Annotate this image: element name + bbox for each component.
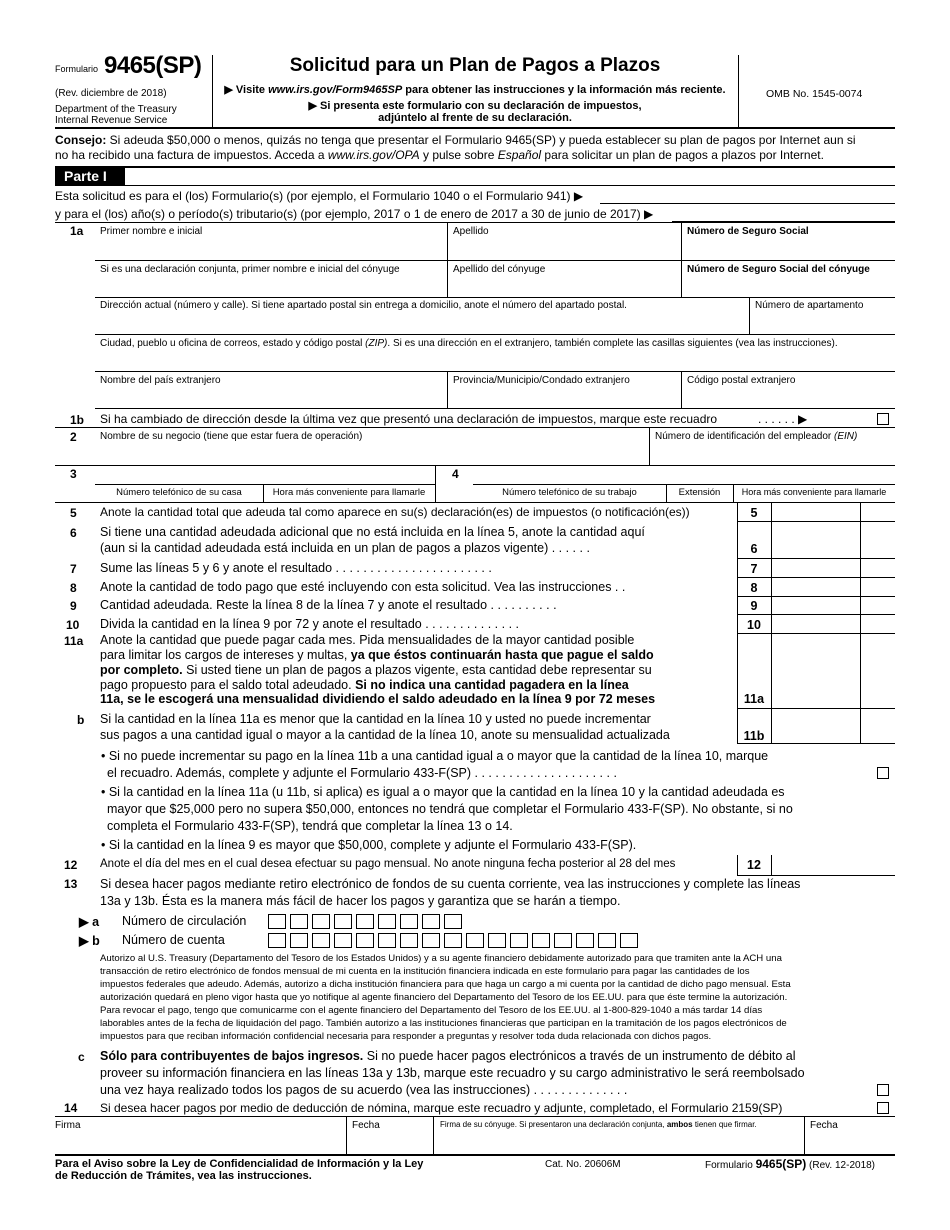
line-11a-number: 11a [64, 634, 84, 648]
work-phone-field[interactable]: Número telefónico de su trabajo [502, 487, 637, 498]
account-number-label: Número de cuenta [122, 933, 225, 947]
tip-line-1: Consejo: Si adeuda $50,000 o menos, quizás no tenga que presentar el Formulario 9465(SP) y pueda establecer su plan de pagos por Internet aun si [55, 133, 856, 147]
home-best-time-field[interactable]: Hora más conveniente para llamarle [272, 487, 426, 498]
line-6-text: Si tiene una cantidad adeudada adicional que no está incluida en la línea 5, anote la cantidad aquí [100, 525, 645, 539]
line-6-amount-field[interactable] [772, 522, 894, 558]
line-13c-text-3: una vez haya realizado todos los pagos de su acuerdo (vea las instrucciones) . . . . . . . . . . . . . . [100, 1083, 628, 1097]
payroll-deduction-checkbox[interactable] [877, 1102, 889, 1114]
line-11b-number: b [77, 713, 85, 727]
line-11a-text-3: por completo. Si usted tiene un plan de pagos a plazos vigente, esta cantidad debe representar su [100, 663, 652, 677]
line-13-number: 13 [64, 877, 78, 891]
line-2-number: 2 [70, 430, 77, 444]
line-12-text: Anote el día del mes en el cual desea efectuar su pago mensual. No anote ninguna fecha posterior al 28 del mes [100, 858, 676, 870]
ssn-field[interactable]: Número de Seguro Social [687, 226, 809, 237]
line-5-number: 5 [70, 506, 77, 520]
line-8-number: 8 [70, 581, 77, 595]
line-9-box-label: 9 [750, 599, 758, 613]
tip-line-2: no ha recibido una factura de impuestos. Acceda a www.irs.gov/OPA y pulse sobre Español para solicitar un plan de pagos a plazos por Internet. [55, 148, 824, 162]
privacy-notice-1: Para el Aviso sobre la Ley de Confidencialidad de Información y la Ley [55, 1158, 424, 1170]
line-13-text-2: 13a y 13b. Ésta es la manera más fácil de hacer los pagos y garantiza que se harán a tiempo. [100, 894, 621, 908]
line-5-amount-field[interactable] [772, 503, 894, 521]
line-11b-amount-field[interactable] [772, 709, 894, 743]
request-forms-label: Esta solicitud es para el (los) Formulario(s) (por ejemplo, el Formulario 1040 o el Formulario 941) ▶ [55, 189, 584, 203]
signature-date-field[interactable]: Fecha [352, 1120, 380, 1131]
routing-number-label: Número de circulación [122, 914, 247, 928]
line-6-number: 6 [70, 526, 77, 540]
signature-field[interactable]: Firma [55, 1120, 81, 1131]
line-4-number: 4 [452, 467, 459, 481]
spouse-first-name-field[interactable]: Si es una declaración conjunta, primer nombre e inicial del cónyuge [100, 264, 400, 275]
low-income-checkbox[interactable] [877, 1084, 889, 1096]
privacy-notice-2: de Reducción de Trámites, vea las instrucciones. [55, 1170, 312, 1182]
line-13a-label: ▶ a [79, 915, 100, 929]
line-8-text: Anote la cantidad de todo pago que esté incluyendo con esta solicitud. Vea las instrucciones . . [100, 580, 626, 594]
line-1a-number: 1a [70, 224, 84, 238]
bullet-1-line-1: • Si no puede incrementar su pago en la línea 11b a una cantidad igual a o mayor que la cantidad de la línea 10, marque [101, 749, 769, 763]
footer-form-id: Formulario 9465(SP) (Rev. 12-2018) [705, 1157, 876, 1171]
spouse-signature-field[interactable]: Firma de su cónyuge. Si presentaron una declaración conjunta, ambos tienen que firmar. [440, 1120, 757, 1129]
address-change-checkbox[interactable] [877, 413, 889, 425]
line-11a-text-4: pago propuesto para el saldo total adeudado. Si no indica una cantidad pagadera en la línea [100, 678, 629, 692]
extension-field[interactable]: Extensión [678, 487, 721, 498]
catalog-number: Cat. No. 20606M [545, 1159, 621, 1170]
line-10-amount-field[interactable] [772, 615, 894, 633]
line-10-number: 10 [66, 618, 80, 632]
line-5-text: Anote la cantidad total que adeuda tal como aparece en su(s) declaración(es) de impuestos (o notificación(es)) [100, 505, 690, 519]
business-name-field[interactable]: Nombre de su negocio (tiene que estar fuera de operación) [100, 431, 363, 442]
form-url-link[interactable]: www.irs.gov/Form9465SP [268, 84, 403, 96]
line-9-amount-field[interactable] [772, 597, 894, 614]
attach-note-2: adjúntelo al frente de su declaración. [378, 112, 572, 124]
first-name-field[interactable]: Primer nombre e inicial [100, 226, 203, 237]
line-12-number: 12 [64, 858, 78, 872]
line-14-number: 14 [64, 1101, 78, 1115]
apartment-field[interactable]: Número de apartamento [755, 300, 864, 311]
attach-note-1: ▶ Si presenta este formulario con su declaración de impuestos, [308, 100, 642, 112]
omb-number: OMB No. 1545-0074 [766, 88, 863, 100]
line-10-box-label: 10 [747, 618, 761, 632]
last-name-field[interactable]: Apellido [453, 226, 489, 237]
irs: Internal Revenue Service [55, 115, 168, 126]
line-7-amount-field[interactable] [772, 559, 894, 577]
line-7-box-label: 7 [750, 562, 758, 576]
bullet-2-line-3: completa el Formulario 433-F(SP), tendrá que completar la línea 13 o 14. [107, 819, 513, 833]
bullet-1-line-2: el recuadro. Además, complete y adjunte el Formulario 433-F(SP) . . . . . . . . . . . . . . . . . . . . . [107, 766, 617, 780]
line-9-number: 9 [70, 599, 77, 613]
bullet-3: • Si la cantidad en la línea 9 es mayor que $50,000, complete y adjunte el Formulario 433-F(SP). [101, 838, 637, 852]
line-5-box-label: 5 [750, 506, 758, 520]
line-12-box-label: 12 [747, 858, 761, 872]
form-number: 9465(SP) [104, 52, 202, 79]
payment-day-field[interactable] [772, 855, 895, 875]
form-prefix: Formulario [55, 64, 99, 74]
spouse-last-name-field[interactable]: Apellido del cónyuge [453, 264, 546, 275]
ein-field[interactable]: Número de identificación del empleador (EIN) [655, 431, 858, 442]
line-9-text: Cantidad adeudada. Reste la línea 8 de la línea 7 y anote el resultado . . . . . . . . . . [100, 598, 557, 612]
spouse-ssn-field[interactable]: Número de Seguro Social del cónyuge [687, 264, 870, 275]
opa-url-link[interactable]: www.irs.gov/OPA [327, 148, 420, 162]
line-13c-text-2: proveer su información financiera en las líneas 13a y 13b, marque este recuadro y su cargo administrativo le será reembolsado [100, 1066, 805, 1080]
foreign-country-field[interactable]: Nombre del país extranjero [100, 375, 221, 386]
line-10-text: Divida la cantidad en la línea 9 por 72 y anote el resultado . . . . . . . . . . . . . . [100, 617, 519, 631]
line-13c-number: c [78, 1050, 85, 1064]
spouse-signature-date-field[interactable]: Fecha [810, 1120, 838, 1131]
line-6-text-2: (aun si la cantidad adeudada está incluida en un plan de pagos a plazos vigente) . . . . . . [100, 541, 590, 555]
city-state-zip-field[interactable]: Ciudad, pueblo u oficina de correos, estado y código postal (ZIP). Si es una dirección en el extranjero, también complete las casillas siguientes (vea las instrucciones). [100, 338, 838, 349]
line-11a-text-2: para limitar los cargos de intereses y multas, ya que éstos continuarán hasta que pague el saldo [100, 648, 654, 662]
bullet-2-line-1: • Si la cantidad en la línea 11a (u 11b, si aplica) es igual a o mayor que la cantidad en la línea 10 y la cantidad adeudada es [101, 785, 785, 799]
line-11b-text-1: Si la cantidad en la línea 11a es menor que la cantidad en la línea 10 y usted no puede incrementar [100, 712, 651, 726]
line-3-number: 3 [70, 467, 77, 481]
cannot-increase-payment-checkbox[interactable] [877, 767, 889, 779]
foreign-postal-code-field[interactable]: Código postal extranjero [687, 375, 796, 386]
line-6-box-label: 6 [750, 542, 758, 556]
line-13b-label: ▶ b [79, 934, 100, 948]
line-11a-text-1: Anote la cantidad que puede pagar cada mes. Pida mensualidades de la mayor cantidad posible [100, 633, 635, 647]
line-7-text: Sume las líneas 5 y 6 y anote el resultado . . . . . . . . . . . . . . . . . . . . . . . [100, 561, 492, 575]
line-14-text: Si desea hacer pagos por medio de deducción de nómina, marque este recuadro y adjunte, completado, el Formulario 2159(SP) [100, 1101, 783, 1115]
foreign-province-field[interactable]: Provincia/Municipio/Condado extranjero [453, 375, 630, 386]
line-7-number: 7 [70, 562, 77, 576]
line-11a-box-label: 11a [743, 692, 765, 706]
home-phone-field[interactable]: Número telefónico de su casa [116, 487, 242, 498]
line-1b-number: 1b [70, 413, 85, 427]
line-13c-text-1: Sólo para contribuyentes de bajos ingresos. Si no puede hacer pagos electrónicos a través de un instrumento de débito al [100, 1049, 796, 1063]
department: Department of the Treasury [55, 104, 177, 115]
request-years-label: y para el (los) año(s) o período(s) tributario(s) (por ejemplo, 2017 o 1 de enero de 2017 a 30 de junio de 2017) ▶ [55, 207, 654, 221]
line-8-box-label: 8 [750, 581, 758, 595]
line-11a-amount-field[interactable] [772, 634, 894, 708]
line-11a-text-5: 11a, se le escogerá una mensualidad dividiendo el saldo adeudado en la línea 9 por 72 meses [100, 692, 656, 706]
line-13-text-1: Si desea hacer pagos mediante retiro electrónico de fondos de su cuenta corriente, vea las instrucciones y complete las líneas [100, 877, 801, 891]
work-best-time-field[interactable]: Hora más conveniente para llamarle [741, 487, 887, 497]
part-1-title: Parte I [55, 167, 125, 185]
bullet-2-line-2: mayor que $25,000 pero no supera $50,000, entonces no tendrá que completar el Formulario 433-F(SP). No obstante, si no [107, 802, 793, 816]
address-field[interactable]: Dirección actual (número y calle). Si tiene apartado postal sin entrega a domicilio, anote el número del apartado postal. [100, 300, 627, 311]
form-title: Solicitud para un Plan de Pagos a Plazos [289, 55, 661, 76]
visit-instructions: ▶ Visite www.irs.gov/Form9465SP para obtener las instrucciones y la información más reciente. [224, 84, 726, 96]
line-1b-text: Si ha cambiado de dirección desde la última vez que presentó una declaración de impuestos, marque este recuadro [100, 412, 718, 426]
revision-date: (Rev. diciembre de 2018) [55, 88, 167, 99]
line-11b-box-label: 11b [743, 729, 765, 743]
request-forms-input[interactable] [600, 190, 895, 204]
line-8-amount-field[interactable] [772, 578, 894, 596]
request-years-input[interactable] [672, 208, 895, 222]
line-11b-text-2: sus pagos a una cantidad igual o mayor a la cantidad de la línea 10, anote su mensualidad actualizada [100, 728, 670, 742]
line-1b-dots: . . . . . . ▶ [758, 412, 808, 426]
